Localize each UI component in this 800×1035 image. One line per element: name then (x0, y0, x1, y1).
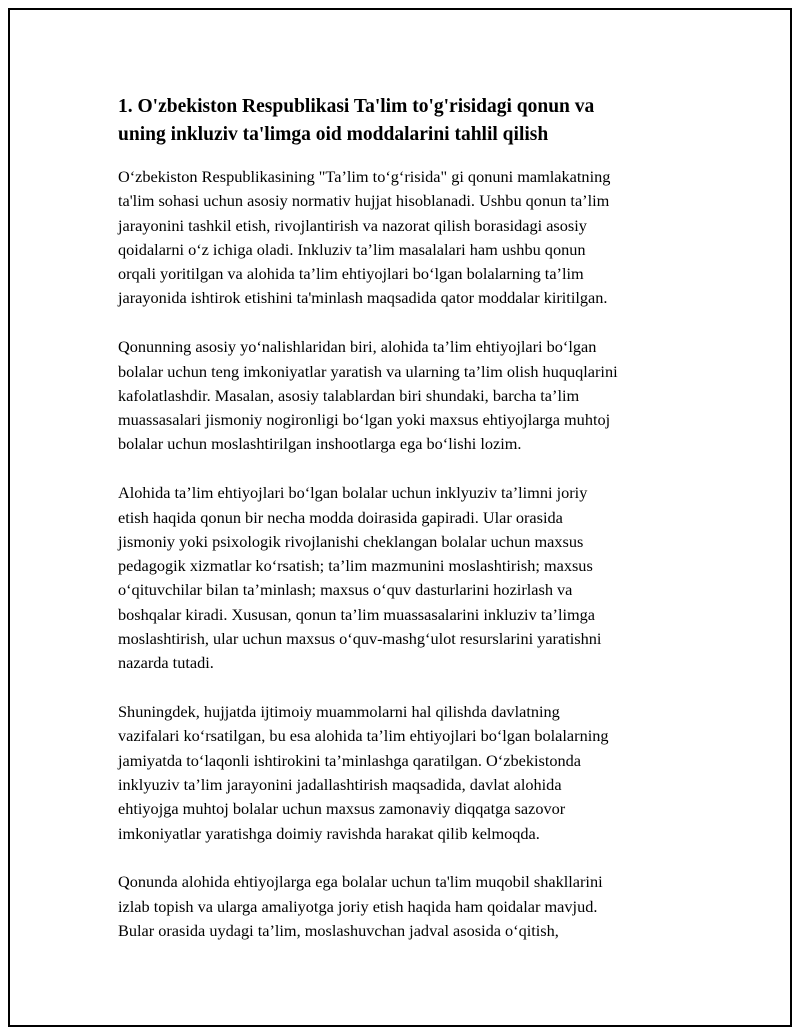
text-line: pedagogik xizmatlar ko‘rsatish; ta’lim mazmunini moslashtirish; maxsus (118, 556, 593, 576)
paragraph-5 (118, 870, 698, 943)
text-line: kafolatlashdir. Masalan, asosiy talablardan biri shundaki, barcha ta’lim (118, 385, 580, 405)
text-line: imkoniyatlar yaratishga doimiy ravishda harakat qilib kelmoqda. (118, 823, 540, 843)
text-line: Shuningdek, hujjatda ijtimoiy muammolarni hal qilishda davlatning (118, 702, 560, 722)
text-line: jismoniy yoki psixologik rivojlanishi cheklangan bolalar uchun maxsus (118, 531, 584, 551)
text-line: o‘qituvchilar bilan ta’minlash; maxsus o‘quv dasturlarini hozirlash va (118, 580, 573, 600)
text-line: boshqalar kiradi. Xususan, qonun ta’lim muassasalarini inkluziv ta’limga (118, 604, 596, 624)
text-line: izlab topish va ularga amaliyotga joriy etish haqida ham qoidalar mavjud. (118, 896, 598, 916)
paragraph-2 (118, 335, 698, 456)
text-line: bolalar uchun moslashtirilgan inshootlarga ega bo‘lishi lozim. (118, 434, 522, 454)
paragraph-1 (118, 165, 698, 311)
paragraph-4 (118, 700, 698, 846)
text-line: muassasalari jismoniy nogironligi bo‘lgan yoki maxsus ehtiyojlarga muhtoj (118, 410, 611, 430)
text-line: O‘zbekiston Respublikasining "Ta’lim to‘g‘risida" gi qonuni mamlakatning (118, 167, 611, 186)
text-line: bolalar uchun teng imkoniyatlar yaratish va ularning ta’lim olish huquqlarini (118, 361, 618, 381)
text-line: Bular orasida uydagi ta’lim, moslashuvchan jadval asosida o‘qitish, (118, 921, 559, 941)
text-line: etish haqida qonun bir necha modda doirasida gapiradi. Ular orasida (118, 507, 563, 527)
text-line: Alohida ta’lim ehtiyojlari bo‘lgan bolalar uchun inklyuziv ta’limni joriy (118, 483, 588, 503)
text-line: jarayonida ishtirok etishini ta'minlash maqsadida qator moddalar kiritilgan. (118, 288, 608, 308)
document-body (118, 93, 698, 968)
text-line: Qonunda alohida ehtiyojlarga ega bolalar uchun ta'lim muqobil shakllarini (118, 872, 603, 892)
text-line: ehtiyojga muhtoj bolalar uchun maxsus zamonaviy diqqatga sazovor (118, 799, 566, 819)
text-line: Qonunning asosiy yo‘nalishlaridan biri, alohida ta’lim ehtiyojlari bo‘lgan (118, 337, 597, 357)
text-line: ta'lim sohasi uchun asosiy normativ hujjat hisoblanadi. Ushbu qonun ta’lim (118, 191, 610, 211)
text-line: moslashtirish, ular uchun maxsus o‘quv-mashg‘ulot resurslarini yaratishni (118, 629, 602, 649)
text-line: orqali yoritilgan va alohida ta’lim ehtiyojlari bo‘lgan bolalarning ta’lim (118, 264, 584, 284)
section-heading (118, 93, 698, 149)
text-line: nazarda tutadi. (118, 653, 214, 673)
heading-line: uning inkluziv ta'limga oid moddalarini tahlil qilish (118, 124, 549, 145)
text-line: vazifalari ko‘rsatilgan, bu esa alohida ta’lim ehtiyojlari bo‘lgan bolalarning (118, 726, 609, 746)
text-line: inklyuziv ta’lim jarayonini jadallashtirish maqsadida, davlat alohida (118, 775, 562, 795)
text-line: jamiyatda to‘laqonli ishtirokini ta’minlashga qaratilgan. O‘zbekistonda (118, 750, 581, 770)
paragraph-3 (118, 481, 698, 675)
text-line: jarayonini tashkil etish, rivojlantirish va nazorat qilish borasidagi asosiy (118, 215, 587, 235)
text-line: qoidalarni o‘z ichiga oladi. Inkluziv ta’lim masalalari ham ushbu qonun (118, 239, 586, 259)
heading-line: 1. O'zbekiston Respublikasi Ta'lim to'g'risidagi qonun va (118, 96, 595, 117)
